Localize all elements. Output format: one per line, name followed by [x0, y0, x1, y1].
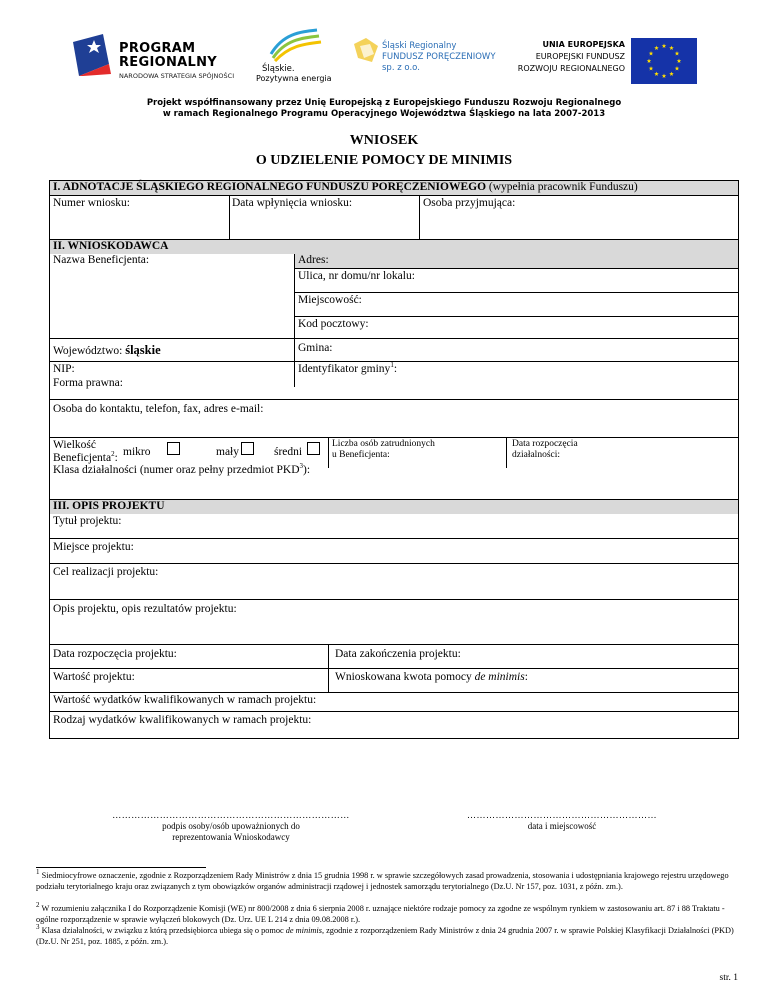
wartosc-projektu-label: Wartość projektu: — [53, 671, 135, 683]
section1-heading: I. ADNOTACJE ŚLĄSKIEGO REGIONALNEGO FUNDUSZU PORĘCZENIOWEGO (wypełnia pracownik Funduszu) — [53, 181, 638, 193]
klasa-dzialalnosci-label: Klasa działalności (numer oraz pełny przedmiot PKD$^3$): — [53, 462, 311, 476]
section3-heading: III. OPIS PROJEKTU — [53, 500, 165, 512]
wydatki-kwalifikowane-label: Wartość wydatków kwalifikowanych w ramach projektu: — [53, 694, 317, 706]
nip-label: NIP: — [53, 363, 75, 375]
osoba-kontakt-label: Osoba do kontaktu, telefon, fax, adres e-mail: — [53, 403, 264, 415]
signature-right: …………………………………………………… data i miejscowość — [467, 810, 657, 831]
fundusz-emblem-icon — [352, 36, 380, 64]
ue-line3: ROZWOJU REGIONALNEGO — [517, 64, 625, 73]
fundusz-line2: FUNDUSZ PORĘCZENIOWY — [382, 52, 496, 62]
program-line3: NARODOWA STRATEGIA SPÓJNOŚCI — [119, 72, 235, 80]
maly-label: mały — [216, 446, 239, 458]
numer-wniosku-label: Numer wniosku: — [53, 197, 130, 209]
data-rozpoczecia-projektu-label: Data rozpoczęcia projektu: — [53, 648, 177, 660]
footnote-1: $^1$ Siedmiocyfrowe oznaczenie, zgodnie z Rozporządzeniem Rady Ministrów z dnia 15 grudnia 1998 r. w sprawie szczegółowych zasad prowadzenia, stosowania i udostępniania krajowego rejestru urzędowego podziału terytorialnego kraju oraz związanych z tym obowiązków organów administracji rządowej i jednostek samorządu terytorialnego (Dz.U. Nr 157, poz. 1031, z późn. zm.). — [36, 868, 729, 891]
miejscowosc-label: Miejscowość: — [298, 294, 362, 306]
ulica-label: Ulica, nr domu/nr lokalu: — [298, 270, 415, 282]
cofinancing-line1: Projekt współfinansowany przez Unię Europejską z Europejskiego Funduszu Rozwoju Regionalnego — [146, 98, 622, 108]
logo-row — [0, 28, 768, 84]
slaskie-line2: Pozytywna energia — [256, 74, 332, 83]
form-title-line2: O UDZIELENIE POMOCY DE MINIMIS — [255, 153, 513, 168]
fundusz-logo — [352, 32, 496, 82]
forma-prawna-label: Forma prawna: — [53, 377, 123, 389]
fundusz-line3: sp. z o.o. — [382, 63, 420, 73]
program-line1: PROGRAM — [119, 41, 196, 56]
wielkosc-label-1: Wielkość — [53, 439, 96, 451]
nazwa-beneficjenta-label: Nazwa Beneficjenta: — [53, 254, 150, 266]
form-title-line1: WNIOSEK — [349, 133, 419, 148]
ue-line2: EUROPEJSKI FUNDUSZ — [535, 52, 625, 61]
ue-logo — [517, 38, 697, 84]
data-zakonczenia-projektu-label: Data zakończenia projektu: — [335, 648, 461, 660]
slaskie-logo — [255, 28, 335, 84]
footnote-2: $^2$ W rozumieniu załącznika I do Rozporządzenie Komisji (WE) nr 800/2008 z dnia 6 sierpnia 2008 r. uznające niektóre rodzaje pomocy za zgodne ze wspólnym rynkiem w zastosowaniu art. 87 i 88 Traktatu - ogólne rozporządzenie w sprawie wyłączeń blokowych (Dz. Urz. UE L 214 z dnia 09.08.2008 r.). — [36, 901, 725, 924]
osoba-przyjmujaca-label: Osoba przyjmująca: — [423, 197, 516, 209]
footnote-separator — [36, 867, 206, 868]
application-form — [49, 180, 739, 739]
data-wplyniecia-label: Data wpłynięcia wniosku: — [232, 197, 353, 209]
cofinancing-note — [0, 98, 768, 120]
adres-header-bg — [295, 254, 738, 268]
adres-label: Adres: — [298, 254, 329, 266]
program-regionalny-logo — [73, 34, 273, 84]
mikro-label: mikro — [123, 446, 151, 458]
page-number: str. 1 — [719, 973, 738, 983]
program-flag-icon — [73, 34, 115, 76]
mikro-checkbox[interactable] — [167, 442, 180, 455]
eu-flag-icon — [631, 38, 697, 84]
identyfikator-gminy-label: Identyfikator gminy$^1$: — [298, 361, 398, 375]
program-line2: REGIONALNY — [119, 55, 217, 70]
sredni-checkbox[interactable] — [307, 442, 320, 455]
miejsce-projektu-label: Miejsce projektu: — [53, 541, 134, 553]
gmina-label: Gmina: — [298, 342, 333, 354]
maly-checkbox[interactable] — [241, 442, 254, 455]
kod-pocztowy-label: Kod pocztowy: — [298, 318, 369, 330]
liczba-osob-label: Liczba osób zatrudnionych u Beneficjenta: — [332, 439, 435, 460]
rodzaj-wydatkow-label: Rodzaj wydatków kwalifikowanych w ramach projektu: — [53, 714, 312, 726]
slaskie-line1: Śląskie. — [262, 64, 295, 74]
fundusz-line1: Śląski Regionalny — [382, 41, 457, 51]
section2-heading: II. WNIOSKODAWCA — [53, 240, 169, 252]
cofinancing-line2: w ramach Regionalnego Programu Operacyjnego Województwa Śląskiego na lata 2007-2013 — [162, 109, 606, 119]
tytul-projektu-label: Tytuł projektu: — [53, 515, 122, 527]
signature-left: ………………………………………………………………… podpis osoby/osób upoważnionych do reprezentowania Wnioskodawcy — [112, 810, 350, 842]
footnote-3: $^3$ Klasa działalności, w związku z którą przedsiębiorca ubiega się o pomoc de minimis, zgodnie z rozporządzeniem Rady Ministrów z dnia 24 grudnia 2007 r. w sprawie Polskiej Klasyfikacji Działalności (PKD) (Dz.U. Nr 251, poz. 1885, z późn. zm.). — [36, 923, 734, 946]
cel-realizacji-label: Cel realizacji projektu: — [53, 566, 159, 578]
opis-projektu-label: Opis projektu, opis rezultatów projektu: — [53, 603, 237, 615]
slaskie-wave-icon — [265, 28, 325, 62]
wnioskowana-kwota-label: Wnioskowana kwota pomocy de minimis: — [335, 671, 528, 683]
ue-line1: UNIA EUROPEJSKA — [542, 40, 625, 49]
data-rozpoczecia-dzialalnosci-label: Data rozpoczęcia działalności: — [512, 439, 578, 460]
sredni-label: średni — [274, 446, 303, 458]
wojewodztwo-label: Województwo: śląskie — [53, 343, 161, 357]
wielkosc-label-2: Beneficjenta$^2$: — [53, 450, 118, 464]
